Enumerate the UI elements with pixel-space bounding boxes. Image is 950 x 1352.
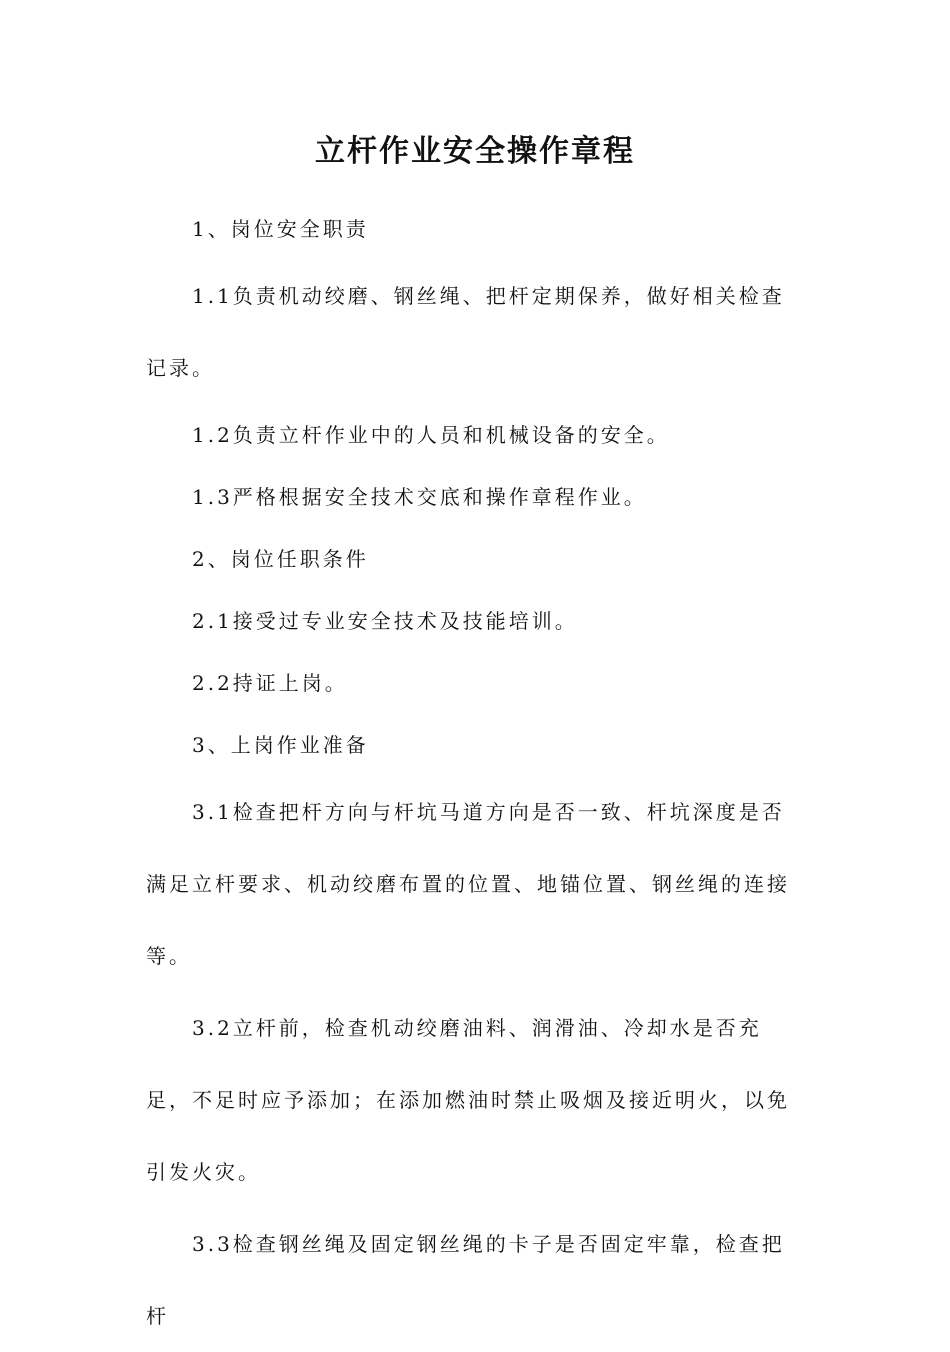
section-heading-3: 3、上岗作业准备 — [192, 733, 369, 757]
document-title: 立杆作业安全操作章程 — [315, 134, 635, 169]
paragraph-3-1: 3.1检查把杆方向与杆坑马道方向是否一致、杆坑深度是否满足立杆要求、机动绞磨布置的位置、地锚位置、钢丝绳的连接等。 — [146, 800, 790, 968]
paragraph-1-1: 1.1负责机动绞磨、钢丝绳、把杆定期保养，做好相关检查记录。 — [146, 284, 785, 380]
paragraph-1-3: 1.3严格根据安全技术交底和操作章程作业。 — [192, 485, 647, 509]
paragraph-2-2: 2.2持证上岗。 — [192, 671, 348, 695]
document-body — [146, 198, 806, 1352]
section-heading-2: 2、岗位任职条件 — [192, 547, 369, 571]
paragraph-3-2: 3.2立杆前，检查机动绞磨油料、润滑油、冷却水是否充足，不足时应予添加；在添加燃油时禁止吸烟及接近明火，以免引发火灾。 — [146, 1016, 790, 1184]
paragraph-2-1: 2.1接受过专业安全技术及技能培训。 — [192, 609, 578, 633]
paragraph-3-3: 3.3检查钢丝绳及固定钢丝绳的卡子是否固定牢靠，检查把杆 — [146, 1232, 785, 1328]
section-heading-1: 1、岗位安全职责 — [192, 217, 369, 241]
paragraph-1-2: 1.2负责立杆作业中的人员和机械设备的安全。 — [192, 423, 670, 447]
